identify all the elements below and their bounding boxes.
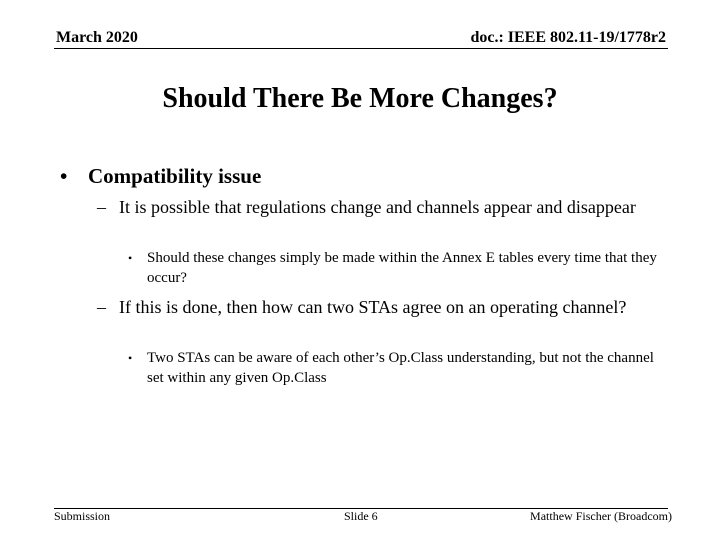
detail-bullet-opclass (128, 348, 668, 388)
bullet-compatibility-issue (60, 163, 261, 189)
footer-slide-number: Slide 6 (344, 509, 378, 523)
slide-title: Should There Be More Changes? (162, 83, 558, 114)
sub-bullet-text: It is possible that regulations change and channels appear and disappear (119, 197, 636, 217)
footer-submission: Submission (54, 509, 111, 523)
dot-marker: • (128, 351, 133, 365)
header-divider (54, 48, 668, 49)
sub-bullet-regulations (97, 196, 637, 219)
footer-author: Matthew Fischer (Broadcom) (530, 509, 672, 523)
dot-marker: • (128, 251, 133, 265)
dash-marker: – (97, 197, 106, 217)
header-date: March 2020 (56, 29, 138, 46)
sub-bullet-text: If this is done, then how can two STAs agree on an operating channel? (119, 297, 627, 317)
bullet-text: Compatibility issue (88, 164, 262, 188)
detail-bullet-text: Two STAs can be aware of each other’s Op.Class understanding, but not the channel set within any given Op.Class (147, 350, 654, 386)
detail-bullet-annex-e (128, 248, 668, 288)
dash-marker: – (97, 297, 106, 317)
sub-bullet-operating-channel (97, 296, 637, 319)
bullet-marker: • (60, 164, 68, 188)
detail-bullet-text: Should these changes simply be made within the Annex E tables every time that they occur? (147, 250, 657, 286)
header-doc-id: doc.: IEEE 802.11-19/1778r2 (470, 29, 666, 46)
